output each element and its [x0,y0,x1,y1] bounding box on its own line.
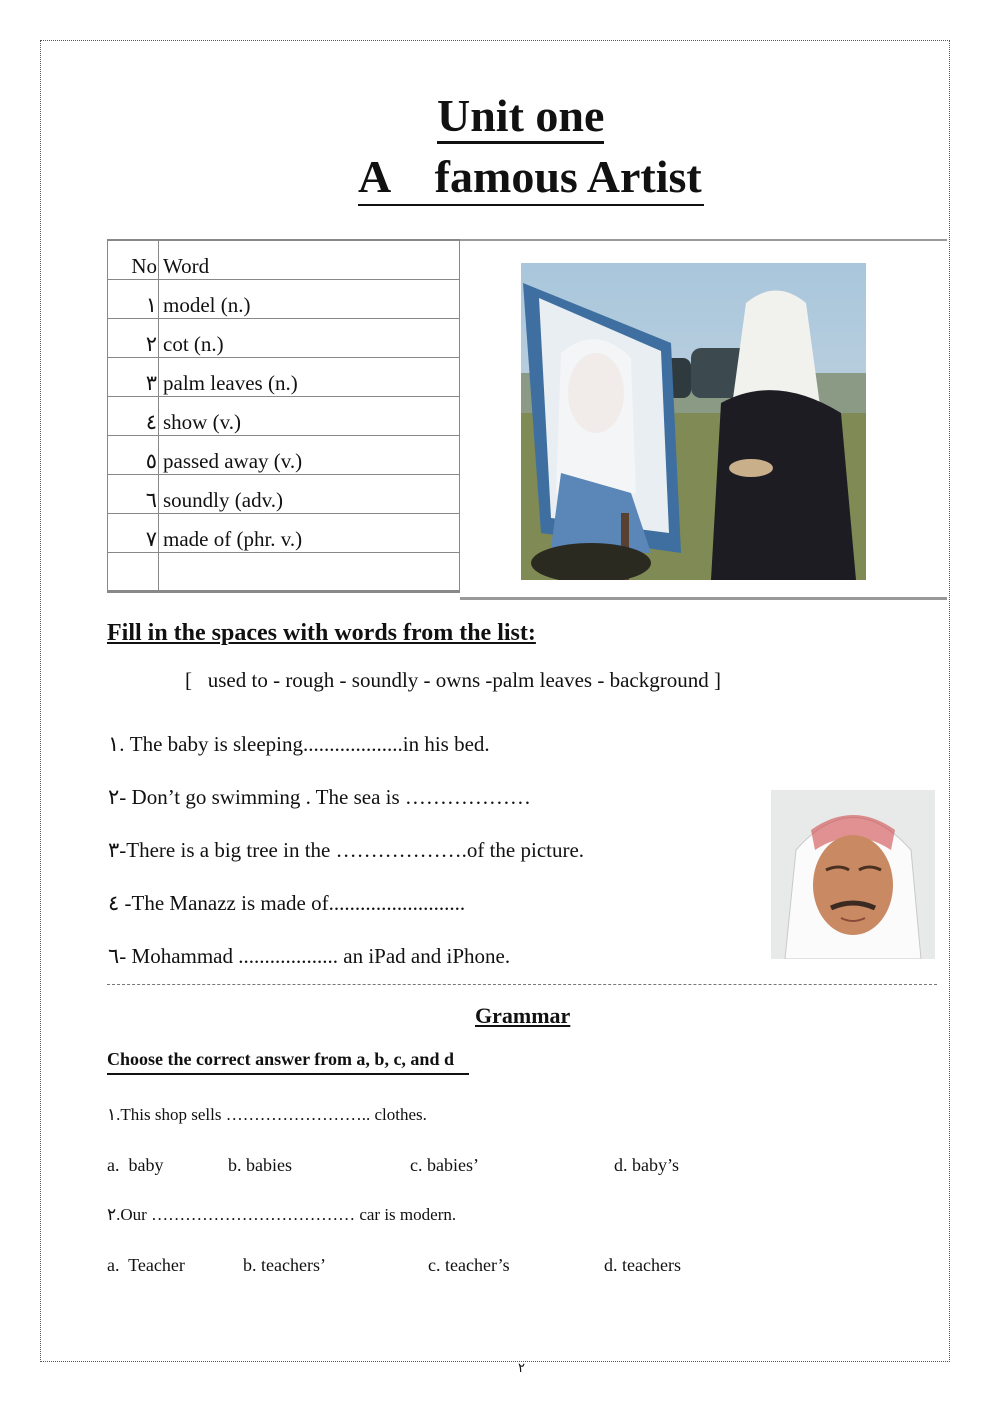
row-number: ٦ [108,474,159,513]
table-row [108,357,460,396]
answer-option-d: d. teachers [604,1255,681,1275]
row-word: made of (phr. v.) [159,513,460,552]
instruction-underline [107,1073,469,1075]
grammar-question: ٢.Our ……………………………… car is modern. [107,1205,457,1224]
row-number: ٧ [108,513,159,552]
table-row [108,552,460,591]
table-row [108,318,460,357]
row-word: cot (n.) [159,318,460,357]
grammar-heading: Grammar [475,1003,571,1028]
portrait-sketch-image [771,790,935,959]
answer-option-b: b. babies [228,1155,292,1175]
answer-option-c: c. teacher’s [428,1255,510,1275]
word-bank: [ used to - rough - soundly - owns -palm leaves - background ] [185,668,721,692]
answer-option-c: c. babies’ [410,1155,479,1175]
page-number: ٢ [518,1360,525,1375]
section-divider [107,984,937,985]
table-row [108,474,460,513]
answer-option-d: d. baby’s [614,1155,679,1175]
fill-sentence: ١. The baby is sleeping...................in his bed. [108,732,490,756]
table-row [108,435,460,474]
table-header-row [108,240,460,279]
row-word: soundly (adv.) [159,474,460,513]
row-number: ٤ [108,396,159,435]
answer-option-a: a. baby [107,1155,164,1175]
lesson-title: A famous Artist [358,150,704,206]
row-word: passed away (v.) [159,435,460,474]
row-number: ٢ [108,318,159,357]
row-number: ٥ [108,435,159,474]
table-row [108,396,460,435]
column-header-no: No [108,240,159,279]
table-row [108,279,460,318]
grammar-instruction: Choose the correct answer from a, b, c, and d [107,1049,454,1069]
fill-sentence: ٢- Don’t go swimming . The sea is ……………… [108,785,531,809]
grammar-question: ١.This shop sells …………………….. clothes. [107,1105,427,1124]
row-word: model (n.) [159,279,460,318]
row-word: palm leaves (n.) [159,357,460,396]
artist-painting-image [521,263,866,580]
vocabulary-table [107,239,460,593]
fill-sentence: ٣-There is a big tree in the ……………….of the picture. [108,838,585,862]
unit-title: Unit one [437,90,604,142]
fill-sentence: ٤ -The Manazz is made of.......................... [108,891,466,915]
table-row [108,513,460,552]
row-word [159,552,460,591]
row-number: ٣ [108,357,159,396]
fill-sentence: ٦- Mohammad ................... an iPad and iPhone. [108,944,511,968]
column-header-word: Word [159,240,460,279]
answer-option-b: b. teachers’ [243,1255,326,1275]
row-number: ١ [108,279,159,318]
fill-in-heading: Fill in the spaces with words from the list: [107,620,536,646]
row-number [108,552,159,591]
row-word: show (v.) [159,396,460,435]
answer-option-a: a. Teacher [107,1255,185,1275]
